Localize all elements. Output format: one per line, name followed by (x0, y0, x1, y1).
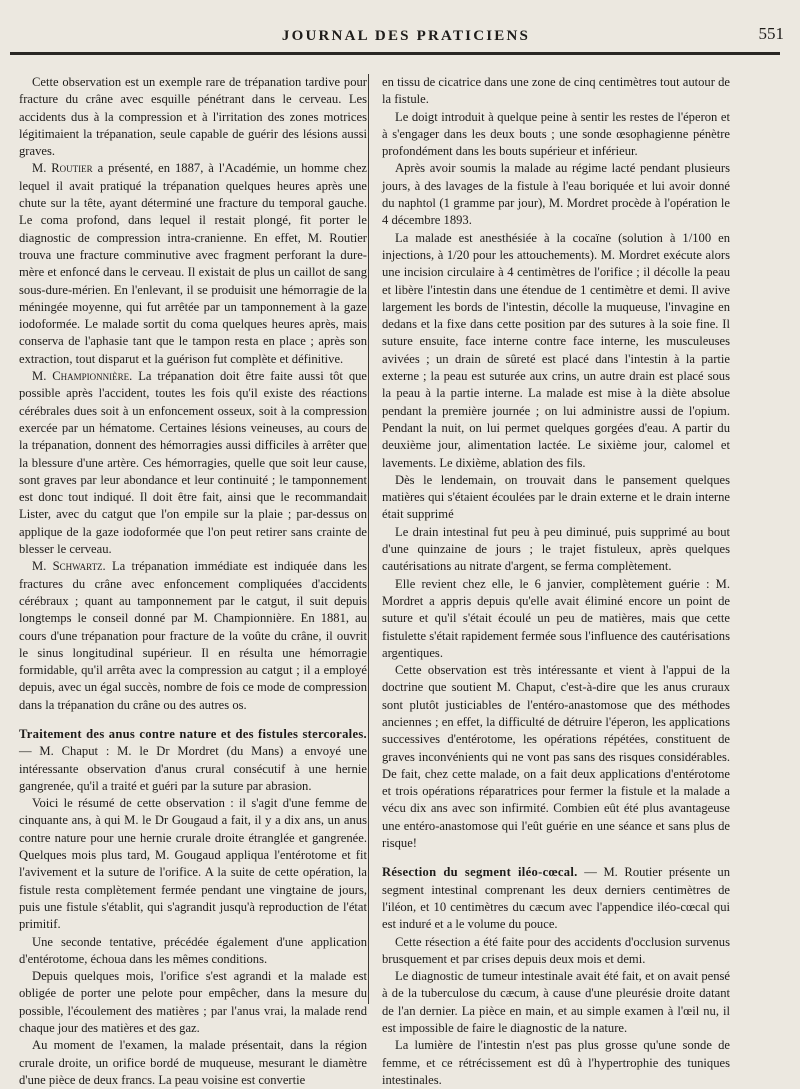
paragraph: Une seconde tentative, précédée également d'une application d'entérotome, échoua dans les mêmes conditions. (19, 934, 367, 966)
paragraph: Cette résection a été faite pour des accidents d'occlusion survenus brusquement et par crises depuis deux mois et demi. (382, 934, 730, 966)
paragraph-text: a présenté, en 1887, à l'Académie, un homme chez lequel il avait pratiqué la trépanation quelques heures après une chute sur la tête, ayant déterminé une fracture du temporal gauche. Le coma profond, dans lequel il restait plongé, fit porter le diagnostic de compression intra-cranienne. En effet, M. Routier trouva une fracture comminutive avec fragment perforant la dure-mère et enfoncé dans le cerveau. Il existait de plus un caillot de sang sous-dure-mérien. En l'enlevant, il se produisit une hémorragie de la méningée moyenne, qui fut arrêtée par un tamponnement à la gaze iodoformée. Le malade sortit du coma quelques heures après, mais conserva de l'aphasie tant que le tampon resta en place ; après son extraction, tout disparut et la guérison fut complète et définitive. (19, 161, 368, 366)
page-number: 551 (758, 24, 784, 43)
paragraph: Après avoir soumis la malade au régime lacté pendant plusieurs jours, à des lavages de la fistule à l'eau boriquée et lui avoir donné du naphtol (1 gramme par jour), M. Mordret procède à l'opération le 4 décembre 1893. (382, 161, 730, 228)
paragraph: Elle revient chez elle, le 6 janvier, complètement guérie : M. Mordret a appris depuis qu'elle avait éliminé encore un point de suture et qu'il s'était écoulé un peu de matières, mais que cette fistulette s'était rapidement fermée sous l'influence des cautérisations argentiques. (382, 576, 730, 660)
paragraph: La lumière de l'intestin n'est pas plus grosse qu'une sonde de femme, et ce rétrécissement est dû à l'hypertrophie des tuniques intestinales. (382, 1038, 730, 1087)
header-rule (10, 52, 780, 55)
section-title: Résection du segment iléo-cœcal. (382, 865, 578, 880)
speaker-name: M. Routier (32, 161, 93, 176)
paragraph: La malade est anesthésiée à la cocaïne (solution à 1/100 en injections, à 1/20 pour les attouchements). M. Mordret exécute alors une incision circulaire à 4 centimètres de l'orifice ; il décolle la peau et libère l'intestin dans une étendue de 1 centimètre et demi. Il avive largement les bords de l'intestin, décolle la muqueuse, l'invagine en dedans et la fixe dans cette position par des sutures à la soie fine. Il suture ensuite, face interne contre face interne, les musculeuses avivées ; un drain de sûreté est placé dans l'intestin à la partie externe ; la peau est suturée aux crins, un autre drain est placé sous la peau à la partie interne. La malade est mise à la diète absolue pendant la première journée ; on lui administre aussi de l'opium. Pendant la nuit, on lui permet quelques gorgées d'eau. A partir du deuxième jour, alimentation lactée. Le sixième jour, calomel et lavements. Le dixième, ablation des fils. (382, 230, 730, 470)
section-intro: — M. Chaput : M. le Dr Mordret (du Mans) a envoyé une intéressante observation d'anus crural consécutif à une hernie gangrenée, qu'il a traité et guéri par la suture par abrasion. (19, 744, 367, 793)
section-intro: — M. Routier présente un segment intestinal comprenant les deux derniers centimètres de l'iléon, et 10 centimètres du cæcum avec l'appendice iléo-cœcal qui est induré et a le volume du pouce. (382, 865, 730, 932)
journal-title: JOURNAL DES PRATICIENS (281, 28, 531, 44)
paragraph (19, 558, 367, 714)
paragraph (19, 160, 367, 368)
paragraph: Dès le lendemain, on trouvait dans le pansement quelques matières qui s'étaient écoulées par le drain externe et le drain interne était supprimé (382, 472, 730, 522)
section-heading (382, 864, 730, 933)
paragraph-text: La trépanation doit être faite aussi tôt que possible après l'accident, toutes les fois qu'il existe des réactions cérébrales dues soit à un enfoncement osseux, soit à la compression exercée par un hématome. Certaines lésions veineuses, au cours de la trépanation, donnent des hémorragies aussi difficiles à arrêter que la blessure d'une artère. Ces hémorragies, quelle que soit leur cause, sont graves par leur abondance et leur continuité ; le tamponnement est donc tout indiqué. Il doit être fait, ainsi que le recommandait Lister, avec du catgut que l'on empile sur la plaie ; par-dessus on applique de la gaze iodoformée que l'on peut retirer sans crainte de blesser le cerveau. (19, 369, 367, 557)
section-heading (19, 726, 367, 795)
speaker-name: M. Schwartz. (32, 559, 106, 574)
paragraph: Le diagnostic de tumeur intestinale avait été fait, et on avait pensé à de la tuberculose du cæcum, à cause d'une pleurésie droite datant de l'an dernier. La pièce en main, et au simple examen à l'œil nu, il est impossible de faire le diagnostic de la nature. (382, 969, 730, 1036)
paragraph: Au moment de l'examen, la malade présentait, dans la région crurale droite, un orifice bordé de muqueuse, mesurant le diamètre d'une pièce de deux francs. La peau voisine est convertie (19, 1038, 367, 1087)
column-divider (368, 74, 369, 1004)
paragraph: Depuis quelques mois, l'orifice s'est agrandi et la malade est obligée de porter une pelote pour empêcher, dans la mesure du possible, l'écoulement des matières ; par l'anus vrai, la malade rend chaque jour des matières et des gaz. (19, 969, 367, 1036)
paragraph: en tissu de cicatrice dans une zone de cinq centimètres tout autour de la fistule. (382, 75, 730, 107)
page-header (28, 22, 784, 50)
section-title: Traitement des anus contre nature et des fistules stercorales. (19, 726, 367, 741)
paragraph: Le doigt introduit à quelque peine à sentir les restes de l'éperon et à s'engager dans les deux bouts ; une sonde œsophagienne pénètre profondément dans les bouts supérieur et inférieur. (382, 109, 730, 159)
left-column (19, 74, 367, 1089)
paragraph: Voici le résumé de cette observation : il s'agit d'une femme de cinquante ans, à qui M. le Dr Gougaud a fait, il y a dix ans, un anus contre nature pour une hernie crurale droite étranglée et gangrenée. Quelques mois plus tard, M. Gougaud appliqua l'entérotome et fit l'avivement et la suture de l'orifice. A la suite de cette opération, la fistule resta complètement fermée pendant une vingtaine de jours, puis une fistule s'établit, qui s'agrandit jusqu'à reproduction de l'état primitif. (19, 796, 367, 932)
paragraph (19, 368, 367, 558)
paragraph: Cette observation est très intéressante et vient à l'appui de la doctrine que soutient M. Chaput, c'est-à-dire que les anus cruraux sont plutôt justiciables de l'entéro-anastomose que des méthodes anciennes ; en effet, la difficulté de détruire l'éperon, les applications successives d'entérotome, les opérations répétées, constituent de graves inconvénients qui ne vont pas sans des risques considérables. De fait, chez cette malade, on a fait deux applications d'entérotome et trois opérations réparatrices pour fermer la fistule et la malade a vécu dix ans avec son infirmité. Combien eût été plus avantageuse une entéro-anastomose qui l'eût guérie en une séance et sans plus de risque! (382, 663, 730, 851)
paragraph: Le drain intestinal fut peu à peu diminué, puis supprimé au bout d'une quinzaine de jours ; le trajet fistuleux, après quelques cautérisations au nitrate d'argent, se ferma complètement. (382, 524, 730, 574)
speaker-name: M. Championnière. (32, 369, 133, 384)
paragraph: Cette observation est un exemple rare de trépanation tardive pour fracture du crâne avec esquille pénétrant dans le cerveau. Les accidents dus à la compression et à l'irritation des zones motrices légitimaient la trépanation, seule capable de guérir des lésions aussi graves. (19, 75, 367, 159)
right-column (382, 74, 730, 1089)
paragraph-text: La trépanation immédiate est indiquée dans les fractures du crâne avec enfoncement compliquées d'accidents cérébraux ; quant au tamponnement par le catgut, il suit depuis longtemps le conseil donné par M. Championnière. En 1881, au cours d'une trépanation pour fracture de la voûte du crâne, il ouvrit le sinus longitudinal supérieur. Il en résulta une hémorragie formidable, qu'il arrêta avec la compression au catgut ; il a employé depuis, avec un égal succès, nombre de fois ce mode de compression dans la trépanation du crâne ou des autres os. (19, 559, 367, 712)
